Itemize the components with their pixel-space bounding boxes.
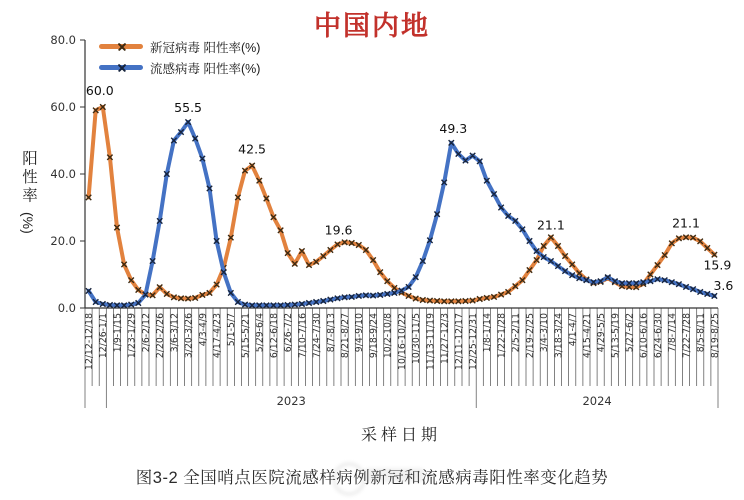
x-axis-label: 12/25-12/31 <box>468 313 479 370</box>
x-axis-label: 3/6-3/12 <box>169 313 181 353</box>
x-axis-label: 11/13-11/19 <box>425 313 437 370</box>
x-axis-label: 11/27-12/3 <box>439 313 451 365</box>
x-axis-label: 6/26-7/2 <box>283 313 295 353</box>
x-axis-label: 7/22-7/28 <box>681 313 693 359</box>
y-tick-label: 40.0 <box>50 167 76 181</box>
annotation-49.3: 49.3 <box>439 120 468 136</box>
x-axis-label: 1/23-1/29 <box>126 313 138 359</box>
x-axis-label: 9/4-9/10 <box>354 313 366 353</box>
annotation-60.0: 60.0 <box>85 83 114 98</box>
year-label: 2023 <box>276 394 306 408</box>
x-axis-label: 1/8-1/14 <box>482 313 494 353</box>
x-axis-label: 7/24-7/30 <box>311 313 323 359</box>
x-axis-label: 4/17-4/23 <box>212 313 223 359</box>
x-axis-label: 5/13-5/19 <box>610 313 622 359</box>
annotation-21.1: 21.1 <box>672 215 700 231</box>
x-axis-label: 12/26-1/1 <box>98 313 110 359</box>
x-axis-label: 2/5-2/11 <box>510 313 522 353</box>
legend <box>99 36 260 78</box>
x-axis-label: 6/10-6/16 <box>638 313 650 359</box>
x-axis-label: 5/27-6/2 <box>624 313 636 353</box>
x-axis-label: 4/15-4/21 <box>581 313 593 359</box>
y-axis-title-text: 阳性率 <box>20 150 37 206</box>
figure-caption: 图3-2 全国哨点医院流感样病例新冠和流感病毒阳性率变化趋势 <box>135 469 609 487</box>
legend-item-flu[interactable] <box>99 57 260 78</box>
x-axis-label: 8/19-8/25 <box>709 313 721 359</box>
x-axis-label: 5/15-5/21 <box>240 313 252 359</box>
x-axis-label: 5/1-5/7 <box>226 313 238 347</box>
x-axis-label: 10/2-10/8 <box>382 313 394 359</box>
x-axis-label: 3/20-3/26 <box>183 313 195 359</box>
annotation-55.5: 55.5 <box>174 100 203 116</box>
legend-item-covid[interactable] <box>99 36 260 57</box>
x-axis-label: 4/29-5/5 <box>596 313 607 353</box>
x-axis-title: 采样日期 <box>360 427 441 444</box>
x-axis-label: 2/20-2/26 <box>155 313 167 359</box>
y-tick-label: 80.0 <box>50 33 76 47</box>
annotation-15.9: 15.9 <box>703 257 732 273</box>
annotation-21.1: 21.1 <box>536 217 565 233</box>
annotation-19.6: 19.6 <box>324 222 353 238</box>
y-tick-label: 60.0 <box>50 100 76 114</box>
y-tick-label: 20.0 <box>50 234 76 248</box>
x-axis-label: 1/9-1/15 <box>112 313 124 353</box>
x-axis-label: 12/12-12/18 <box>84 313 95 370</box>
annotation-3.6: 3.6 <box>713 277 734 293</box>
x-axis-label: 6/12-6/18 <box>268 313 280 359</box>
x-axis-label: 8/5-8/11 <box>695 313 707 353</box>
x-axis-label: 2/6-2/12 <box>140 313 152 353</box>
x-axis-label: 10/30-11/5 <box>411 313 423 365</box>
x-axis-label: 4/3-4/9 <box>197 313 209 347</box>
x-axis-label: 2/19-2/25 <box>524 313 536 359</box>
flu-series-line[interactable] <box>89 122 715 305</box>
y-tick-label: 0.0 <box>57 301 76 315</box>
x-axis-label: 5/29-6/4 <box>254 313 266 353</box>
x-axis-label: 7/8-7/14 <box>667 313 679 353</box>
x-axis-label: 9/18-9/24 <box>368 313 380 359</box>
legend-label-flu: 流感病毒 阳性率(%) <box>150 61 261 76</box>
x-axis-label: 3/18-3/24 <box>553 313 565 359</box>
y-axis-unit: (%) <box>20 211 36 234</box>
covid-line-swatch <box>99 44 143 49</box>
covid-series-line[interactable] <box>89 107 715 301</box>
x-axis-label: 8/7-8/13 <box>325 313 337 353</box>
x-axis-label: 4/1-4/7 <box>567 313 579 347</box>
x-axis-label: 7/10-7/16 <box>297 313 309 359</box>
x-axis-label: 8/21-8/27 <box>340 313 351 359</box>
flu-line-swatch <box>99 65 143 70</box>
page-title: 中国内地 <box>314 11 430 41</box>
y-axis-title <box>17 150 39 233</box>
legend-label-covid: 新冠病毒 阳性率(%) <box>150 40 261 55</box>
x-axis-label: 6/24-6/30 <box>652 313 664 359</box>
x-axis-label: 3/4-3/10 <box>539 313 551 353</box>
x-axis-label: 1/22-1/28 <box>496 313 508 359</box>
flu-series-markers <box>86 119 717 308</box>
x-axis-label: 12/11-12/17 <box>453 313 465 370</box>
x-axis-label: 10/16-10/22 <box>396 313 408 370</box>
annotation-42.5: 42.5 <box>238 141 267 157</box>
year-label: 2024 <box>582 394 612 408</box>
